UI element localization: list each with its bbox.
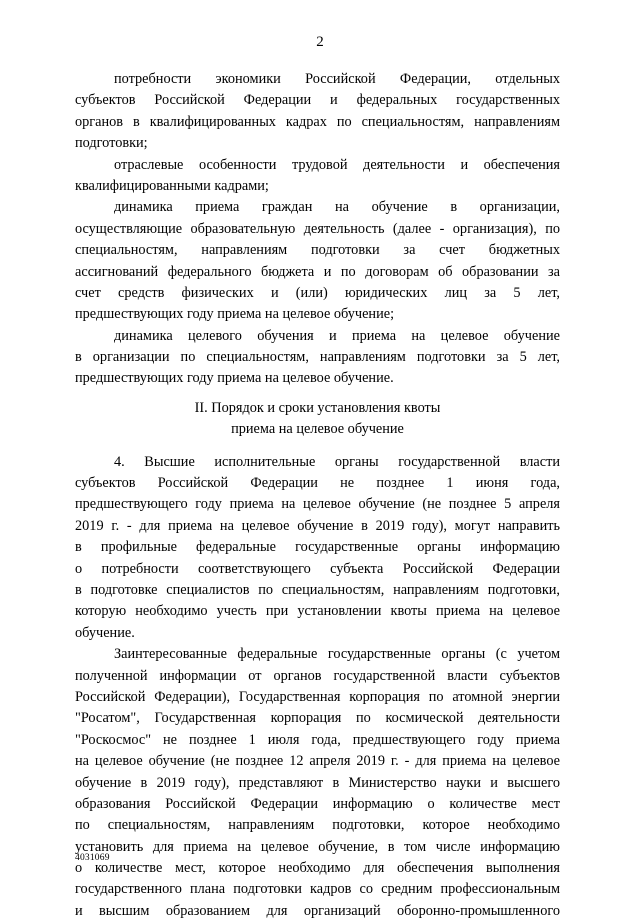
text-line: в подготовке специалистов по специальностям, направлениям подготовки, [75, 581, 560, 598]
text-line: субъектов Российской Федерации не позднее 1 июня года, [75, 475, 560, 492]
text-line: динамика целевого обучения и приема на целевое обучение [114, 327, 560, 344]
paragraph [75, 452, 560, 645]
heading-line: приема на целевое обучение [231, 421, 404, 438]
text-line: ассигнований федерального бюджета и по договорам об образовании за [75, 263, 560, 280]
text-line: "Росатом", Государственная корпорация по космической деятельности [75, 710, 560, 727]
text-line: 4. Высшие исполнительные органы государственной власти [114, 453, 560, 470]
text-line: органов в квалифицированных кадрах по специальностям, направлениям [75, 113, 560, 130]
text-line: специальностям, направлениям подготовки за счет бюджетных [75, 242, 560, 259]
paragraph [75, 644, 560, 922]
paragraph [75, 197, 560, 325]
page-number: 2 [316, 34, 324, 50]
text-line: образования Российской Федерации информацию о количестве мест [75, 795, 560, 812]
text-line: подготовки; [75, 135, 148, 152]
paragraph [75, 69, 560, 155]
text-line: обучение в 2019 году), представляют в Министерство науки и высшего [75, 774, 560, 791]
text-line: предшествующих году приема на целевое обучение; [75, 306, 395, 323]
text-line: Российской Федерации), Государственная корпорация по атомной энергии [75, 688, 560, 705]
text-line: отраслевые особенности трудовой деятельности и обеспечения [114, 156, 560, 173]
heading-line: II. Порядок и сроки установления квоты [194, 399, 441, 416]
text-line: которую необходимо учесть при установлении квоты приема на целевое [75, 603, 560, 620]
text-line: о потребности соответствующего субъекта Российской Федерации [75, 560, 560, 577]
document-body [75, 69, 560, 922]
text-line: Заинтересованные федеральные государственные органы (с учетом [114, 646, 560, 663]
text-line: счет средств физических и (или) юридических лиц за 5 лет, [75, 284, 560, 301]
paragraph [75, 326, 560, 390]
text-line: на целевое обучение (не позднее 12 апреля 2019 г. - для приема на целевое [75, 753, 560, 770]
text-line: в профильные федеральные государственные органы информацию [75, 539, 560, 556]
paragraph [75, 155, 560, 198]
text-line: по специальностям, направлениям подготовки, которое необходимо [75, 817, 560, 834]
text-line: государственного плана подготовки кадров со средним профессиональным [75, 881, 560, 898]
text-line: в организации по специальностям, направлениям подготовки за 5 лет, [75, 349, 560, 366]
text-line: субъектов Российской Федерации и федеральных государственных [75, 92, 560, 109]
text-line: "Роскосмос" не позднее 1 июля года, предшествующего году приема [75, 731, 560, 748]
text-line: установить для приема на целевое обучение, в том числе информацию [75, 838, 560, 855]
text-line: и высшим образованием для организаций оборонно-промышленного [75, 902, 560, 919]
text-line: потребности экономики Российской Федерации, отдельных [114, 71, 560, 87]
text-line: 2019 г. - для приема на целевое обучение в 2019 году), могут направить [75, 517, 560, 534]
text-line: полученной информации от органов государственной власти субъектов [75, 667, 560, 684]
text-line: предшествующего году приема на целевое обучение (не позднее 5 апреля [75, 496, 560, 513]
document-code: 4031069 [75, 853, 110, 863]
text-line: о количестве мест, которое необходимо для обеспечения выполнения [75, 860, 560, 877]
text-line: динамика приема граждан на обучение в организации, [114, 199, 560, 216]
text-line: квалифицированными кадрами; [75, 177, 269, 194]
text-line: предшествующих году приема на целевое обучение. [75, 370, 394, 387]
section-heading [75, 398, 560, 441]
text-line: обучение. [75, 624, 135, 641]
text-line: осуществляющие образовательную деятельность (далее - организация), по [75, 220, 560, 237]
